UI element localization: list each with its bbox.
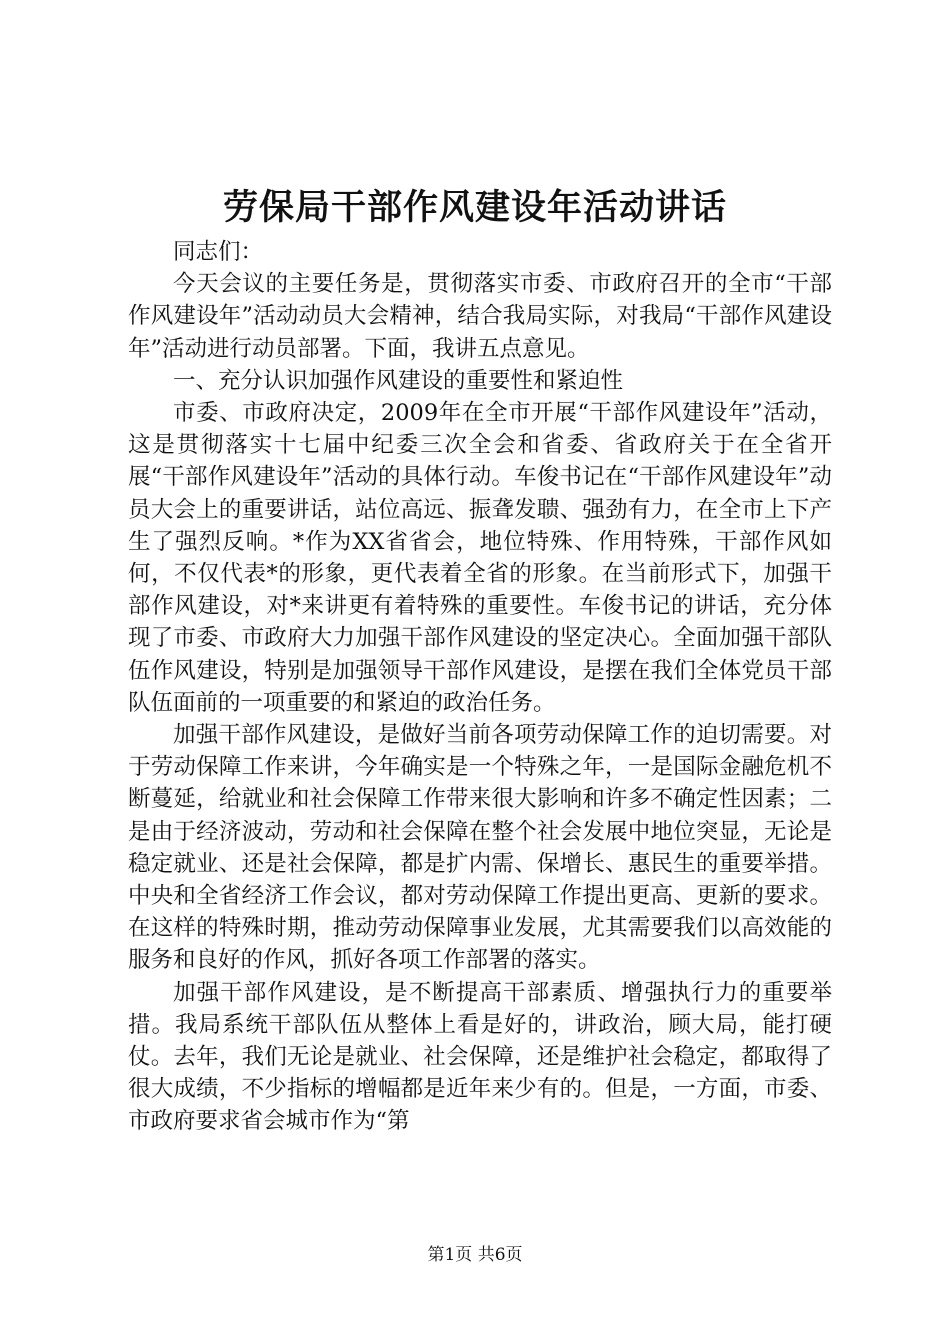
salutation-paragraph: 同志们： xyxy=(173,239,264,265)
intro-paragraph: 今天会议的主要任务是，贯彻落实市委、市政府召开的全市“干部作风建设年”活动动员大会精神，结合我局实际，对我局“干部作风建设年”活动进行动员部署。下面，我讲五点意见。 xyxy=(128,271,832,362)
body-paragraph: 加强干部作风建设，是不断提高干部素质、增强执行力的重要举措。我局系统干部队伍从整体上看是好的，讲政治，顾大局，能打硬仗。去年，我们无论是就业、社会保障，还是维护社会稳定，都取得了很大成绩，不少指标的增幅都是近年来少有的。但是，一方面，市委、市政府要求省会城市作为“第 xyxy=(128,979,832,1135)
document-title: 劳保局干部作风建设年活动讲话 xyxy=(222,187,727,228)
document-body xyxy=(128,236,832,1138)
page-footer: 第1页 共6页 xyxy=(427,1245,523,1265)
section-heading: 一、充分认识加强作风建设的重要性和紧迫性 xyxy=(173,367,624,394)
body-paragraph: 加强干部作风建设，是做好当前各项劳动保障工作的迫切需要。对于劳动保障工作来讲，今年确实是一个特殊之年，一是国际金融危机不断蔓延，给就业和社会保障工作带来很大影响和许多不确定性因素；二是由于经济波动，劳动和社会保障在整个社会发展中地位突显，无论是稳定就业、还是社会保障，都是扩内需、保增长、惠民生的重要举措。中央和全省经济工作会议，都对劳动保障工作提出更高、更新的要求。在这样的特殊时期，推动劳动保障事业发展，尤其需要我们以高效能的服务和良好的作风，抓好各项工作部署的落实。 xyxy=(128,722,832,974)
body-paragraph: 市委、市政府决定，2009年在全市开展“干部作风建设年”活动，这是贯彻落实十七届中纪委三次全会和省委、省政府关于在全省开展“干部作风建设年”活动的具体行动。车俊书记在“干部作风建设年”动员大会上的重要讲话，站位高远、振聋发聩、强劲有力，在全市上下产生了强烈反响。*作为XX省省会，地位特殊、作用特殊，干部作风如何，不仅代表*的形象，更代表着全省的形象。在当前形式下，加强干部作风建设，对*来讲更有着特殊的重要性。车俊书记的讲话，充分体现了市委、市政府大力加强干部作风建设的坚定决心。全面加强干部队伍作风建设，特别是加强领导干部作风建设，是摆在我们全体党员干部队伍面前的一项重要的和紧迫的政治任务。 xyxy=(128,400,832,716)
